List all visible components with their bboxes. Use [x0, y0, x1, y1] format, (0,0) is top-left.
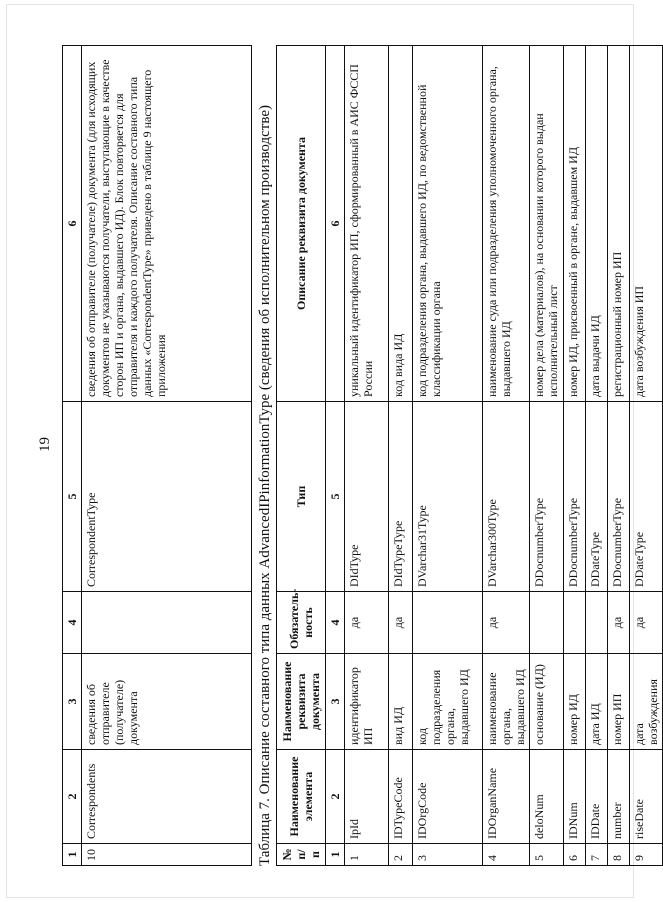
- header-row: [277, 46, 326, 866]
- column-number: 6: [326, 46, 345, 402]
- required-flag: да: [345, 592, 389, 654]
- row-number: 5: [530, 844, 564, 866]
- column-number: 2: [326, 750, 345, 844]
- required-flag: [82, 592, 252, 654]
- table-row: [483, 46, 530, 866]
- row-number: 2: [389, 844, 413, 866]
- header-number: № п/п: [277, 844, 326, 866]
- column-number-row: [63, 46, 82, 866]
- element-name: deloNum: [530, 750, 564, 844]
- requisite-description: сведения об отправителе (получателе) документа (для исходящих документов не указываются получатели, выступающие в качестве сторон ИП и органа, выдавшего ИД). Блок повторяется для отправителя и каждого получателя. Описание составного типа данных «CorrespondentType» приведено в таблице 9 настоящего приложения: [82, 46, 252, 402]
- required-flag: да: [389, 592, 413, 654]
- header-description: Описание реквизита документа: [277, 46, 326, 402]
- requisite-title: номер ИП: [608, 654, 630, 750]
- requisite-title: идентификатор ИП: [345, 654, 389, 750]
- requisite-title: дата ИД: [586, 654, 608, 750]
- requisite-description: дата возбуждения ИП: [630, 46, 663, 402]
- continued-table: [62, 45, 252, 866]
- data-type: DDocnumberType: [564, 402, 586, 592]
- data-type: DDateType: [630, 402, 663, 592]
- element-name: IDNum: [564, 750, 586, 844]
- table-row: [608, 46, 630, 866]
- required-flag: [586, 592, 608, 654]
- column-number: 3: [326, 654, 345, 750]
- column-number-row: [326, 46, 345, 866]
- column-number: 1: [326, 844, 345, 866]
- required-flag: [530, 592, 564, 654]
- data-type: DIdTypeType: [389, 402, 413, 592]
- requisite-description: уникальный идентификатор ИП, сформированный в АИС ФССП России: [345, 46, 389, 402]
- element-name: riseDate: [630, 750, 663, 844]
- table-row: [586, 46, 608, 866]
- required-flag: да: [483, 592, 530, 654]
- data-type: DIdType: [345, 402, 389, 592]
- column-number: 3: [63, 654, 82, 750]
- data-type: DDocnumberType: [608, 402, 630, 592]
- column-number: 4: [326, 592, 345, 654]
- table-caption: Таблица 7. Описание составного типа данных AdvancedIPinformationType (сведения об исполнительном производстве): [257, 105, 273, 866]
- row-number: 6: [564, 844, 586, 866]
- page-number: 19: [37, 437, 53, 452]
- required-flag: [564, 592, 586, 654]
- table-row: [345, 46, 389, 866]
- column-number: 2: [63, 750, 82, 844]
- row-number: 9: [630, 844, 663, 866]
- column-number: 6: [63, 46, 82, 402]
- element-name: IDTypeCode: [389, 750, 413, 844]
- table-row: [413, 46, 483, 866]
- rotated-page-content: [62, 46, 660, 866]
- column-number: 4: [63, 592, 82, 654]
- row-number: 3: [413, 844, 483, 866]
- row-number: 8: [608, 844, 630, 866]
- requisite-description: код вида ИД: [389, 46, 413, 402]
- data-type: DDateType: [586, 402, 608, 592]
- header-required: Обязатель-ность: [277, 592, 326, 654]
- requisite-title: сведения об отправителе (получателе) документа: [82, 654, 252, 750]
- element-name: IDOrganName: [483, 750, 530, 844]
- element-name: IDOrgCode: [413, 750, 483, 844]
- requisite-description: наименование суда или подразделения уполномоченного органа, выдавшего ИД: [483, 46, 530, 402]
- requisite-description: дата выдачи ИД: [586, 46, 608, 402]
- header-requisite-title: Наименование реквизита документа: [277, 654, 326, 750]
- data-type: DDocnumberType: [530, 402, 564, 592]
- row-number: 1: [345, 844, 389, 866]
- header-type: Тип: [277, 402, 326, 592]
- required-flag: [413, 592, 483, 654]
- column-number: 5: [326, 402, 345, 592]
- requisite-title: наименование органа, выдавшего ИД: [483, 654, 530, 750]
- data-type: DVarchar300Type: [483, 402, 530, 592]
- table-row: [630, 46, 663, 866]
- required-flag: да: [608, 592, 630, 654]
- column-number: 5: [63, 402, 82, 592]
- row-number: 7: [586, 844, 608, 866]
- requisite-description: номер дела (материалов), на основании которого выдан исполнительный лист: [530, 46, 564, 402]
- element-name: number: [608, 750, 630, 844]
- row-number: 10: [82, 844, 252, 866]
- element-name: IpId: [345, 750, 389, 844]
- required-flag: да: [630, 592, 663, 654]
- requisite-title: дата возбуждения: [630, 654, 663, 750]
- table-row: [389, 46, 413, 866]
- table-row: [82, 46, 252, 866]
- data-type: CorrespondentType: [82, 402, 252, 592]
- requisite-title: номер ИД: [564, 654, 586, 750]
- requisite-title: вид ИД: [389, 654, 413, 750]
- element-name: Correspondents: [82, 750, 252, 844]
- header-element-name: Наименование элемента: [277, 750, 326, 844]
- element-name: IDDate: [586, 750, 608, 844]
- requisite-title: код подразделения органа, выдавшего ИД: [413, 654, 483, 750]
- column-number: 1: [63, 844, 82, 866]
- requisite-description: код подразделения органа, выдавшего ИД, по ведомственной классификации органа: [413, 46, 483, 402]
- requisite-description: номер ИД, присвоенный в органе, выдавшем ИД: [564, 46, 586, 402]
- table-7: [276, 45, 663, 866]
- row-number: 4: [483, 844, 530, 866]
- table-row: [564, 46, 586, 866]
- data-type: DVarchar31Type: [413, 402, 483, 592]
- requisite-description: регистрационный номер ИП: [608, 46, 630, 402]
- requisite-title: основание (ИД): [530, 654, 564, 750]
- table-row: [530, 46, 564, 866]
